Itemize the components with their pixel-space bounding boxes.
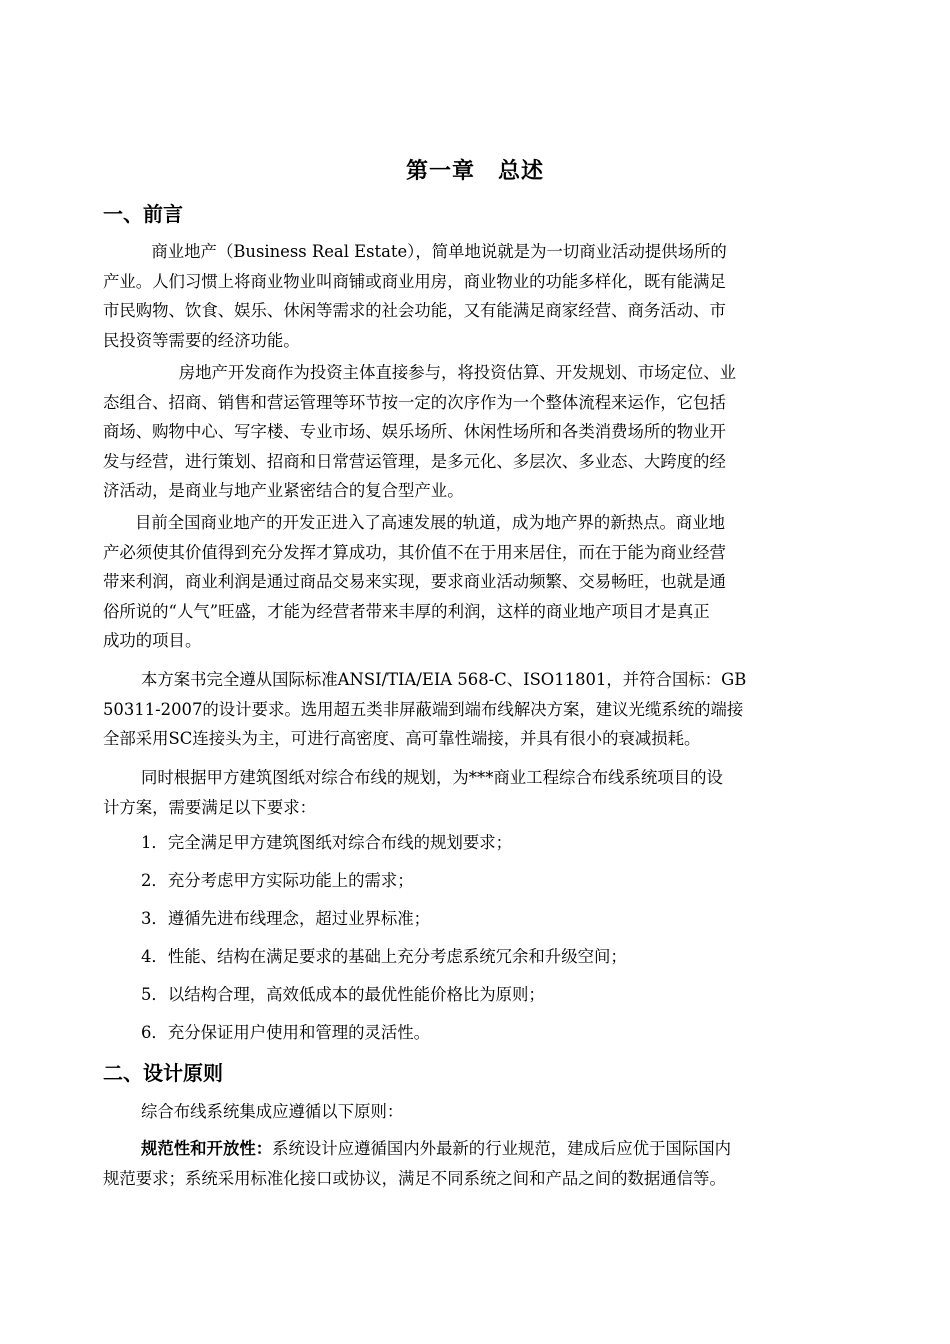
paragraph-line: 综合布线系统集成应遵循以下原则： <box>141 1102 404 1121</box>
paragraph-line: 济活动，是商业与地产业紧密结合的复合型产业。 <box>103 481 464 500</box>
paragraph-line: 民投资等需要的经济功能。 <box>103 330 300 350</box>
paragraph-standards <box>103 665 838 754</box>
paragraph-line: 本方案书完全遵从国际标准ANSI/TIA/EIA 568-C、ISO11801，并符合国标：GB <box>141 670 747 689</box>
requirement-item: 1．完全满足甲方建筑图纸对综合布线的规划要求； <box>141 833 513 852</box>
paragraph-market-status <box>103 508 838 656</box>
paragraph-developer <box>103 358 838 506</box>
paragraph-line: 规范要求；系统采用标准化接口或协议，满足不同系统之间和产品之间的数据通信等。 <box>103 1168 726 1188</box>
principle-term: 规范性和开放性： <box>141 1139 273 1158</box>
paragraph-line: 发与经营，进行策划、招商和日常营运管理，是多元化、多层次、多业态、大跨度的经 <box>103 451 726 471</box>
paragraph-line: 带来利润，商业利润是通过商品交易来实现，要求商业活动频繁、交易畅旺，也就是通 <box>103 572 726 591</box>
paragraph-line: 产业。人们习惯上将商业物业叫商铺或商业用房，商业物业的功能多样化，既有能满足 <box>103 271 726 291</box>
paragraph-line: 态组合、招商、销售和营运管理等环节按一定的次序作为一个整体流程来运作，它包括 <box>103 392 726 412</box>
principle-text: 系统设计应遵循国内外最新的行业规范，建成后应优于国际国内 <box>272 1139 732 1158</box>
paragraph-line <box>103 1134 838 1164</box>
requirement-item: 5．以结构合理，高效低成本的最优性能价格比为原则； <box>141 985 545 1004</box>
paragraph-line: 目前全国商业地产的开发正进入了高速发展的轨道，成为地产界的新热点。商业地 <box>135 513 726 532</box>
section-heading-design-principles: 二、设计原则 <box>103 1061 223 1085</box>
paragraph-standardization <box>103 1134 838 1193</box>
paragraph-line: 成功的项目。 <box>103 631 202 650</box>
paragraph-principles-intro <box>103 1097 838 1127</box>
paragraph-line: 产必须使其价值得到充分发挥才算成功，其价值不在于用来居住，而在于能为商业经营 <box>103 542 726 562</box>
chapter-title: 第一章 总述 <box>405 159 544 184</box>
paragraph-line: 全部采用SC连接头为主，可进行高密度、高可靠性端接，并具有很小的衰减损耗。 <box>103 729 701 748</box>
paragraph-line: 50311-2007的设计要求。选用超五类非屏蔽端到端布线解决方案，建议光缆系统的端接 <box>103 699 744 719</box>
requirement-item: 3．遵循先进布线理念，超过业界标准； <box>141 909 431 928</box>
requirement-item: 4．性能、结构在满足要求的基础上充分考虑系统冗余和升级空间； <box>141 947 627 966</box>
section-heading-preface: 一、前言 <box>103 202 183 226</box>
paragraph-business-real-estate <box>103 237 838 355</box>
paragraph-line: 市民购物、饮食、娱乐、休闲等需求的社会功能，又有能满足商家经营、商务活动、市 <box>103 301 726 320</box>
paragraph-line: 商业地产（Business Real Estate），简单地说就是为一切商业活动提供场所的 <box>135 242 727 261</box>
paragraph-line: 俗所说的“人气”旺盛，才能为经营者带来丰厚的利润，这样的商业地产项目才是真正 <box>103 601 710 621</box>
paragraph-requirements-intro <box>103 763 838 822</box>
paragraph-line: 同时根据甲方建筑图纸对综合布线的规划，为***商业工程综合布线系统项目的设 <box>141 768 723 787</box>
paragraph-line: 计方案，需要满足以下要求： <box>103 797 317 817</box>
paragraph-line: 房地产开发商作为投资主体直接参与，将投资估算、开发规划、市场定位、业 <box>146 363 737 382</box>
requirement-item: 2．充分考虑甲方实际功能上的需求； <box>141 871 414 890</box>
paragraph-line: 商场、购物中心、写字楼、专业市场、娱乐场所、休闲性场所和各类消费场所的物业开 <box>103 422 726 441</box>
requirement-item: 6．充分保证用户使用和管理的灵活性。 <box>141 1023 431 1042</box>
